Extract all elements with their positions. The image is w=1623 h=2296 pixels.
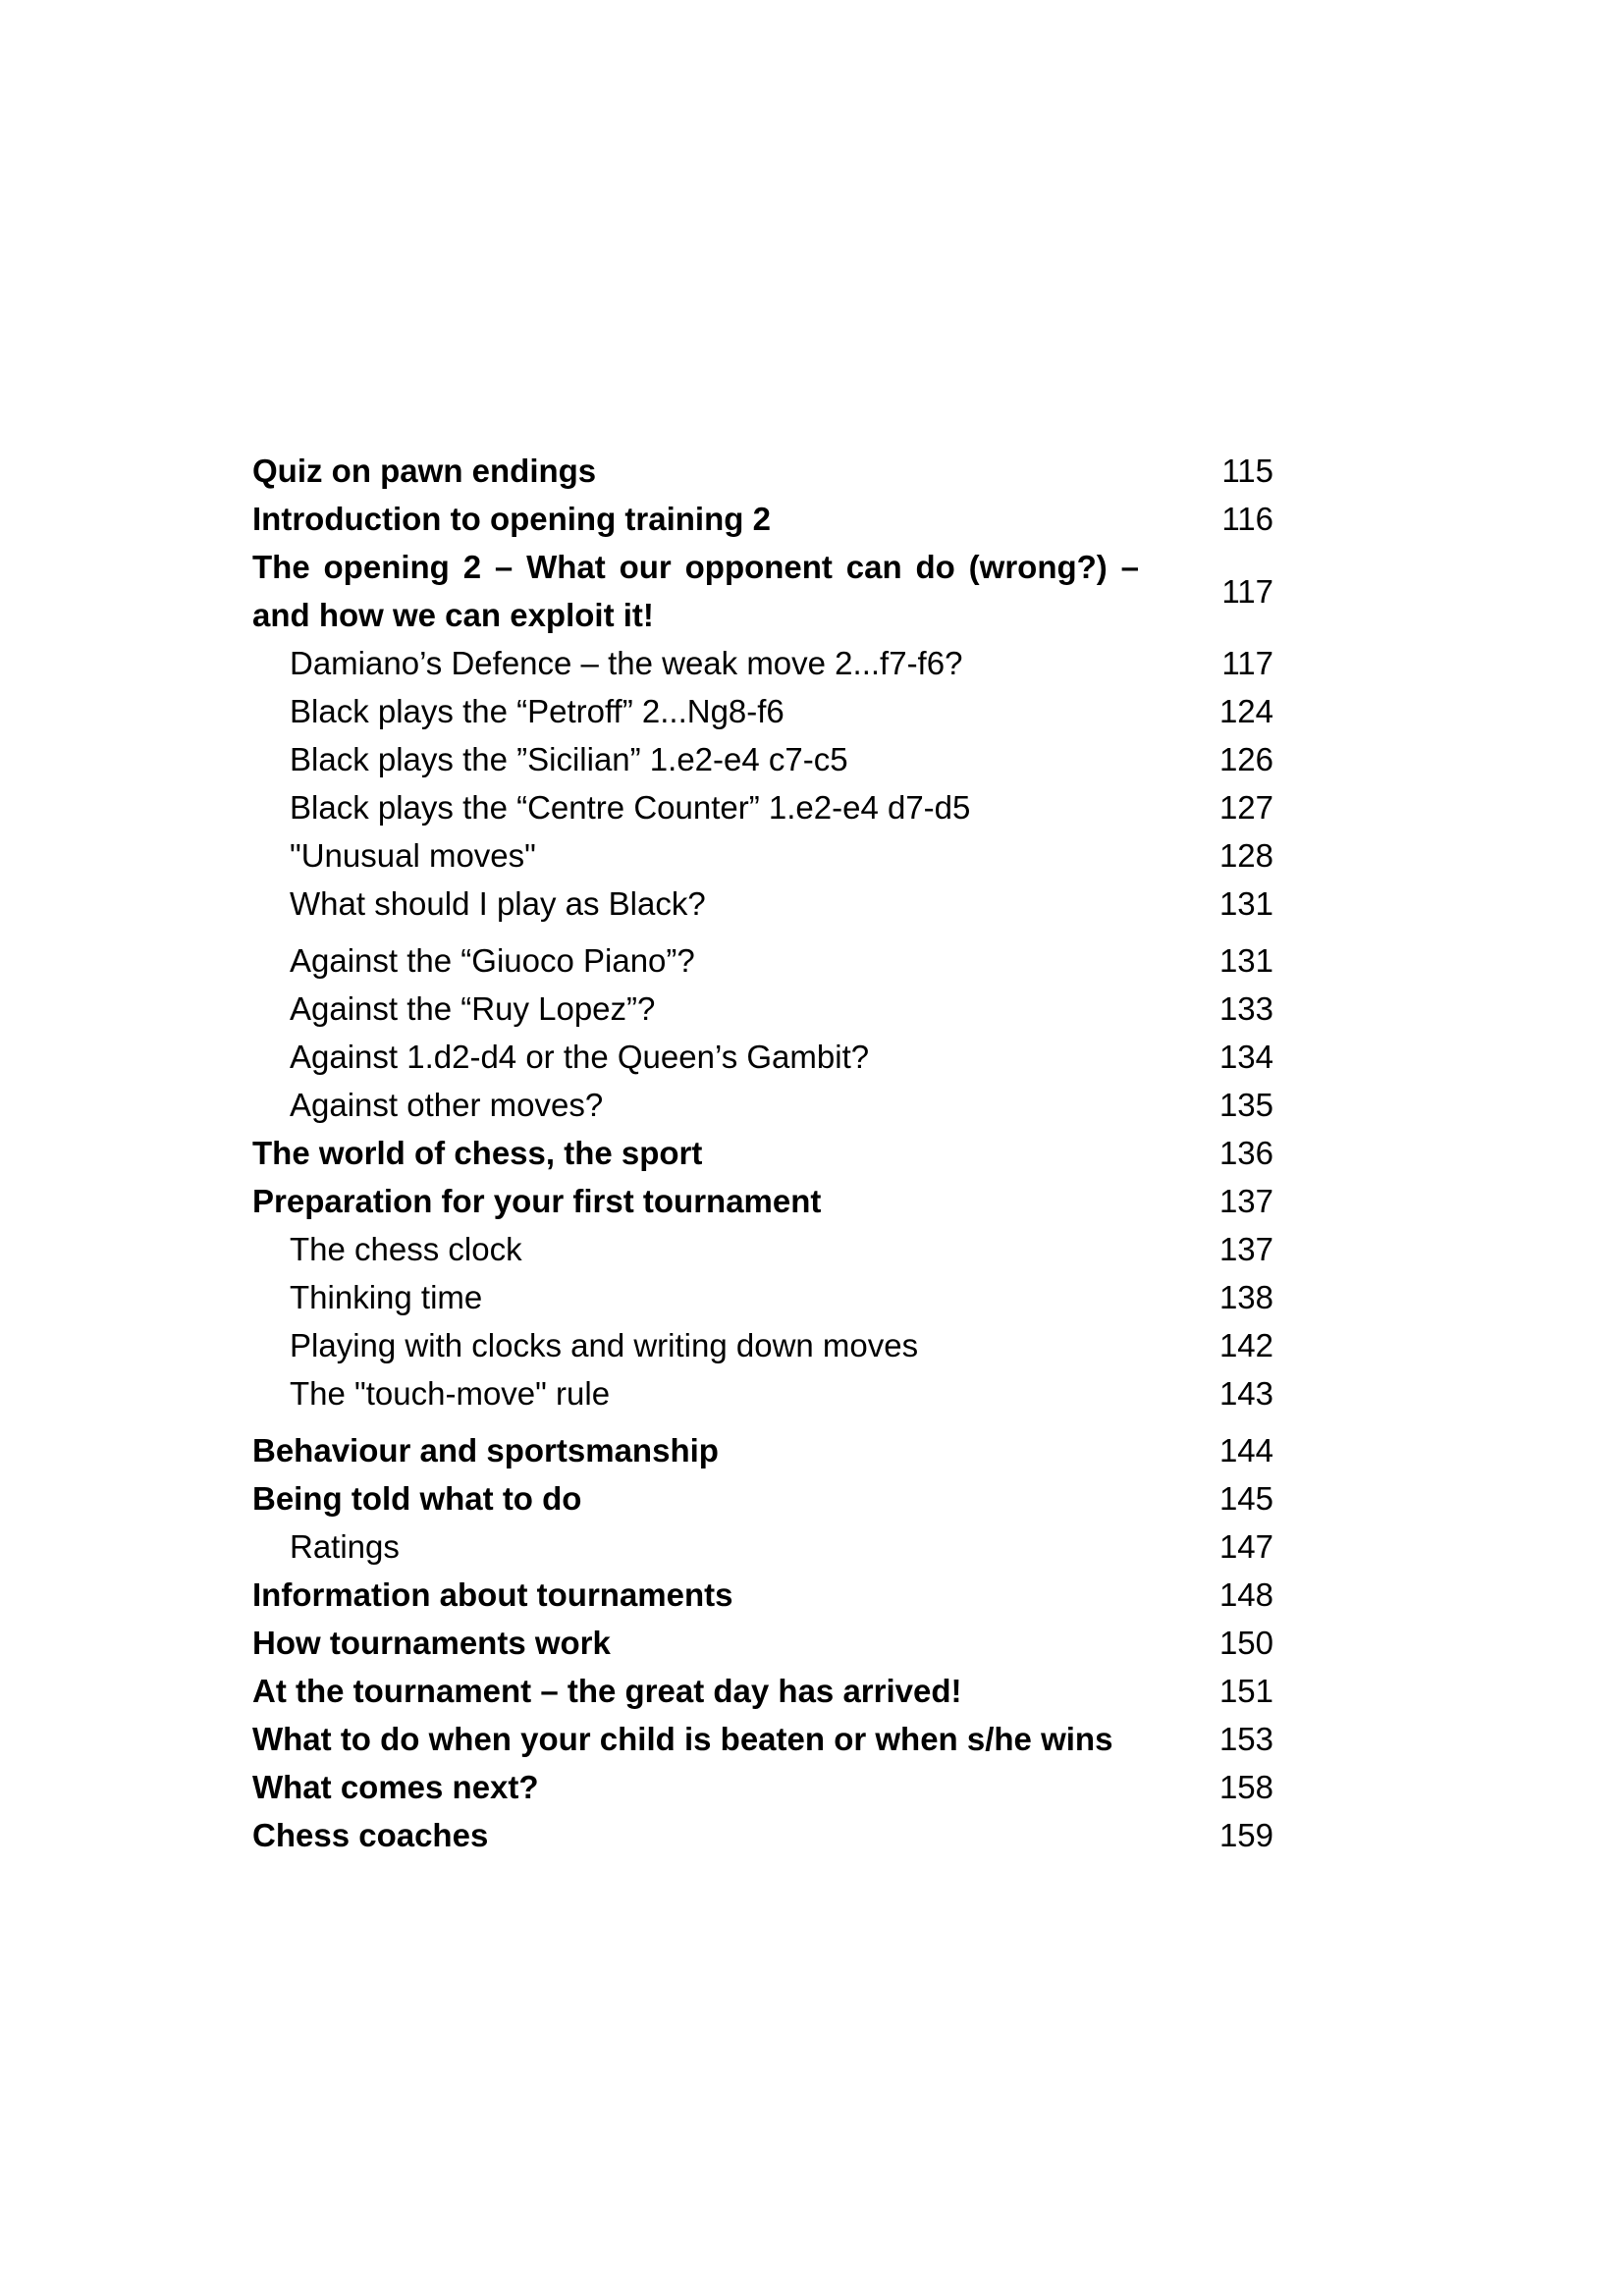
toc-entry-page-number: 151 xyxy=(1218,1673,1273,1709)
toc-entry xyxy=(252,1321,1273,1369)
toc-entry-title xyxy=(252,1811,1273,1859)
toc-entry-title-line1: Thinking time xyxy=(290,1279,483,1315)
toc-entry-title-line1: The chess clock xyxy=(290,1231,522,1267)
toc-entry xyxy=(252,1273,1273,1321)
toc-entry-page-number: 133 xyxy=(1218,990,1273,1027)
toc-entry xyxy=(252,1522,1273,1571)
toc-entry-title-line1: Against the “Ruy Lopez”? xyxy=(290,990,656,1027)
toc-entry-title xyxy=(252,1129,1273,1177)
toc-entry xyxy=(252,985,1273,1033)
toc-entry-title-line1: What comes next? xyxy=(252,1769,539,1805)
toc-entry-title xyxy=(252,880,1273,928)
toc-entry-title-line1: Black plays the “Petroff” 2...Ng8-f6 xyxy=(290,693,784,729)
toc-entry xyxy=(252,543,1273,639)
toc-entry-title xyxy=(252,1522,1273,1571)
toc-entry xyxy=(252,1571,1273,1619)
toc-entry-title xyxy=(252,639,1273,687)
toc-entry-title xyxy=(252,687,1273,735)
toc-entry-page-number: 128 xyxy=(1218,837,1273,874)
toc-entry-title xyxy=(252,1081,1273,1129)
toc-entry-title xyxy=(252,735,1273,783)
toc-entry xyxy=(252,1033,1273,1081)
toc-entry-page-number: 126 xyxy=(1218,741,1273,777)
toc-entry-page-number: 145 xyxy=(1218,1480,1273,1517)
toc-entry-page-number: 142 xyxy=(1218,1327,1273,1363)
toc-entry xyxy=(252,1129,1273,1177)
toc-entry xyxy=(252,1474,1273,1522)
table-of-contents xyxy=(252,447,1273,1859)
toc-entry-title xyxy=(252,831,1273,880)
toc-entry-title xyxy=(252,936,1273,985)
toc-entry-page-number: 144 xyxy=(1218,1432,1273,1468)
toc-entry-page-number: 117 xyxy=(1221,645,1273,681)
toc-entry xyxy=(252,1619,1273,1667)
toc-entry-title-line1: Ratings xyxy=(290,1528,400,1565)
toc-entry-page-number: 131 xyxy=(1218,885,1273,922)
toc-entry-title xyxy=(252,1033,1273,1081)
toc-entry xyxy=(252,447,1273,495)
toc-entry-page-number: 153 xyxy=(1218,1721,1273,1757)
toc-entry-page-number: 138 xyxy=(1218,1279,1273,1315)
toc-entry-title-line1: What should I play as Black? xyxy=(290,885,706,922)
toc-entry-title xyxy=(252,1177,1273,1225)
toc-entry xyxy=(252,1667,1273,1715)
toc-entry-page-number: 148 xyxy=(1218,1576,1273,1613)
toc-entry xyxy=(252,936,1273,985)
toc-entry-page-number: 158 xyxy=(1218,1769,1273,1805)
toc-entry-title xyxy=(252,1474,1273,1522)
toc-entry-title-line1: Chess coaches xyxy=(252,1817,489,1853)
toc-entry-page-number: 159 xyxy=(1218,1817,1273,1853)
toc-entry-page-number: 116 xyxy=(1221,501,1273,537)
toc-entry-title-line1: Playing with clocks and writing down moves xyxy=(290,1327,919,1363)
toc-entry-title xyxy=(252,447,1273,495)
toc-entry-title xyxy=(252,1426,1273,1474)
toc-entry-page-number: 137 xyxy=(1218,1231,1273,1267)
toc-entry-title-line1: Introduction to opening training 2 xyxy=(252,501,771,537)
toc-entry-page-number: 143 xyxy=(1218,1375,1273,1412)
toc-entry xyxy=(252,495,1273,543)
toc-entry-title-line1: Against other moves? xyxy=(290,1087,604,1123)
toc-entry-title-line1: Black plays the “Centre Counter” 1.e2-e4 d7-d5 xyxy=(290,789,971,826)
toc-entry-title xyxy=(252,1571,1273,1619)
toc-entry-title xyxy=(252,1667,1273,1715)
toc-entry-title-line1: Quiz on pawn endings xyxy=(252,453,597,489)
toc-entry-title-line1: The world of chess, the sport xyxy=(252,1135,703,1171)
toc-entry-title xyxy=(252,495,1273,543)
toc-entry-page-number: 134 xyxy=(1218,1039,1273,1075)
toc-entry-page-number: 115 xyxy=(1221,453,1273,489)
toc-entry xyxy=(252,831,1273,880)
toc-entry-title xyxy=(252,543,1139,639)
toc-entry-page-number: 135 xyxy=(1218,1087,1273,1123)
toc-entry xyxy=(252,687,1273,735)
toc-entry-title xyxy=(252,1715,1273,1763)
toc-entry-title-line1: Against 1.d2-d4 or the Queen’s Gambit? xyxy=(290,1039,870,1075)
toc-entry xyxy=(252,1715,1273,1763)
toc-entry xyxy=(252,1811,1273,1859)
toc-entry-title-line1: "Unusual moves" xyxy=(290,837,536,874)
toc-entry xyxy=(252,1426,1273,1474)
toc-entry-title-line1: Preparation for your first tournament xyxy=(252,1183,822,1219)
toc-entry-page-number: 117 xyxy=(1221,572,1273,610)
toc-entry xyxy=(252,1763,1273,1811)
toc-entry xyxy=(252,639,1273,687)
toc-entry-title xyxy=(252,1225,1273,1273)
toc-entry xyxy=(252,735,1273,783)
toc-entry-title-line1: At the tournament – the great day has arrived! xyxy=(252,1673,962,1709)
toc-entry-title xyxy=(252,1273,1273,1321)
toc-entry-title-line1: Information about tournaments xyxy=(252,1576,733,1613)
toc-entry-title xyxy=(252,783,1273,831)
toc-entry-title-line1: Being told what to do xyxy=(252,1480,582,1517)
toc-entry-title xyxy=(252,1763,1273,1811)
toc-entry-page-number: 136 xyxy=(1218,1135,1273,1171)
toc-entry-title xyxy=(252,1369,1273,1417)
toc-entry-page-number: 131 xyxy=(1218,942,1273,979)
toc-entry-title xyxy=(252,1321,1273,1369)
toc-entry-title xyxy=(252,1619,1273,1667)
toc-entry-title-line2: and how we can exploit it! xyxy=(252,597,654,633)
toc-entry-title-line1: Damiano’s Defence – the weak move 2...f7-f6? xyxy=(290,645,963,681)
toc-entry-title xyxy=(252,985,1273,1033)
toc-entry-title-line1: The "touch-move" rule xyxy=(290,1375,611,1412)
toc-entry-title-line1: The opening 2 – What our opponent can do (wrong?) – xyxy=(252,549,1139,585)
toc-entry xyxy=(252,880,1273,928)
toc-entry-page-number: 150 xyxy=(1218,1625,1273,1661)
toc-entry-title-line1: What to do when your child is beaten or when s/he wins xyxy=(252,1721,1113,1757)
toc-entry-page-number: 147 xyxy=(1218,1528,1273,1565)
toc-entry-title-line1: Black plays the ”Sicilian” 1.e2-e4 c7-c5 xyxy=(290,741,848,777)
toc-entry-title-line1: Behaviour and sportsmanship xyxy=(252,1432,719,1468)
toc-entry xyxy=(252,1177,1273,1225)
toc-entry-title-line1: How tournaments work xyxy=(252,1625,611,1661)
toc-entry-page-number: 124 xyxy=(1218,693,1273,729)
toc-entry xyxy=(252,1225,1273,1273)
toc-entry-page-number: 137 xyxy=(1218,1183,1273,1219)
toc-entry-page-number: 127 xyxy=(1218,789,1273,826)
toc-entry xyxy=(252,1081,1273,1129)
toc-entry-title-line1: Against the “Giuoco Piano”? xyxy=(290,942,695,979)
toc-entry xyxy=(252,783,1273,831)
toc-entry xyxy=(252,1369,1273,1417)
